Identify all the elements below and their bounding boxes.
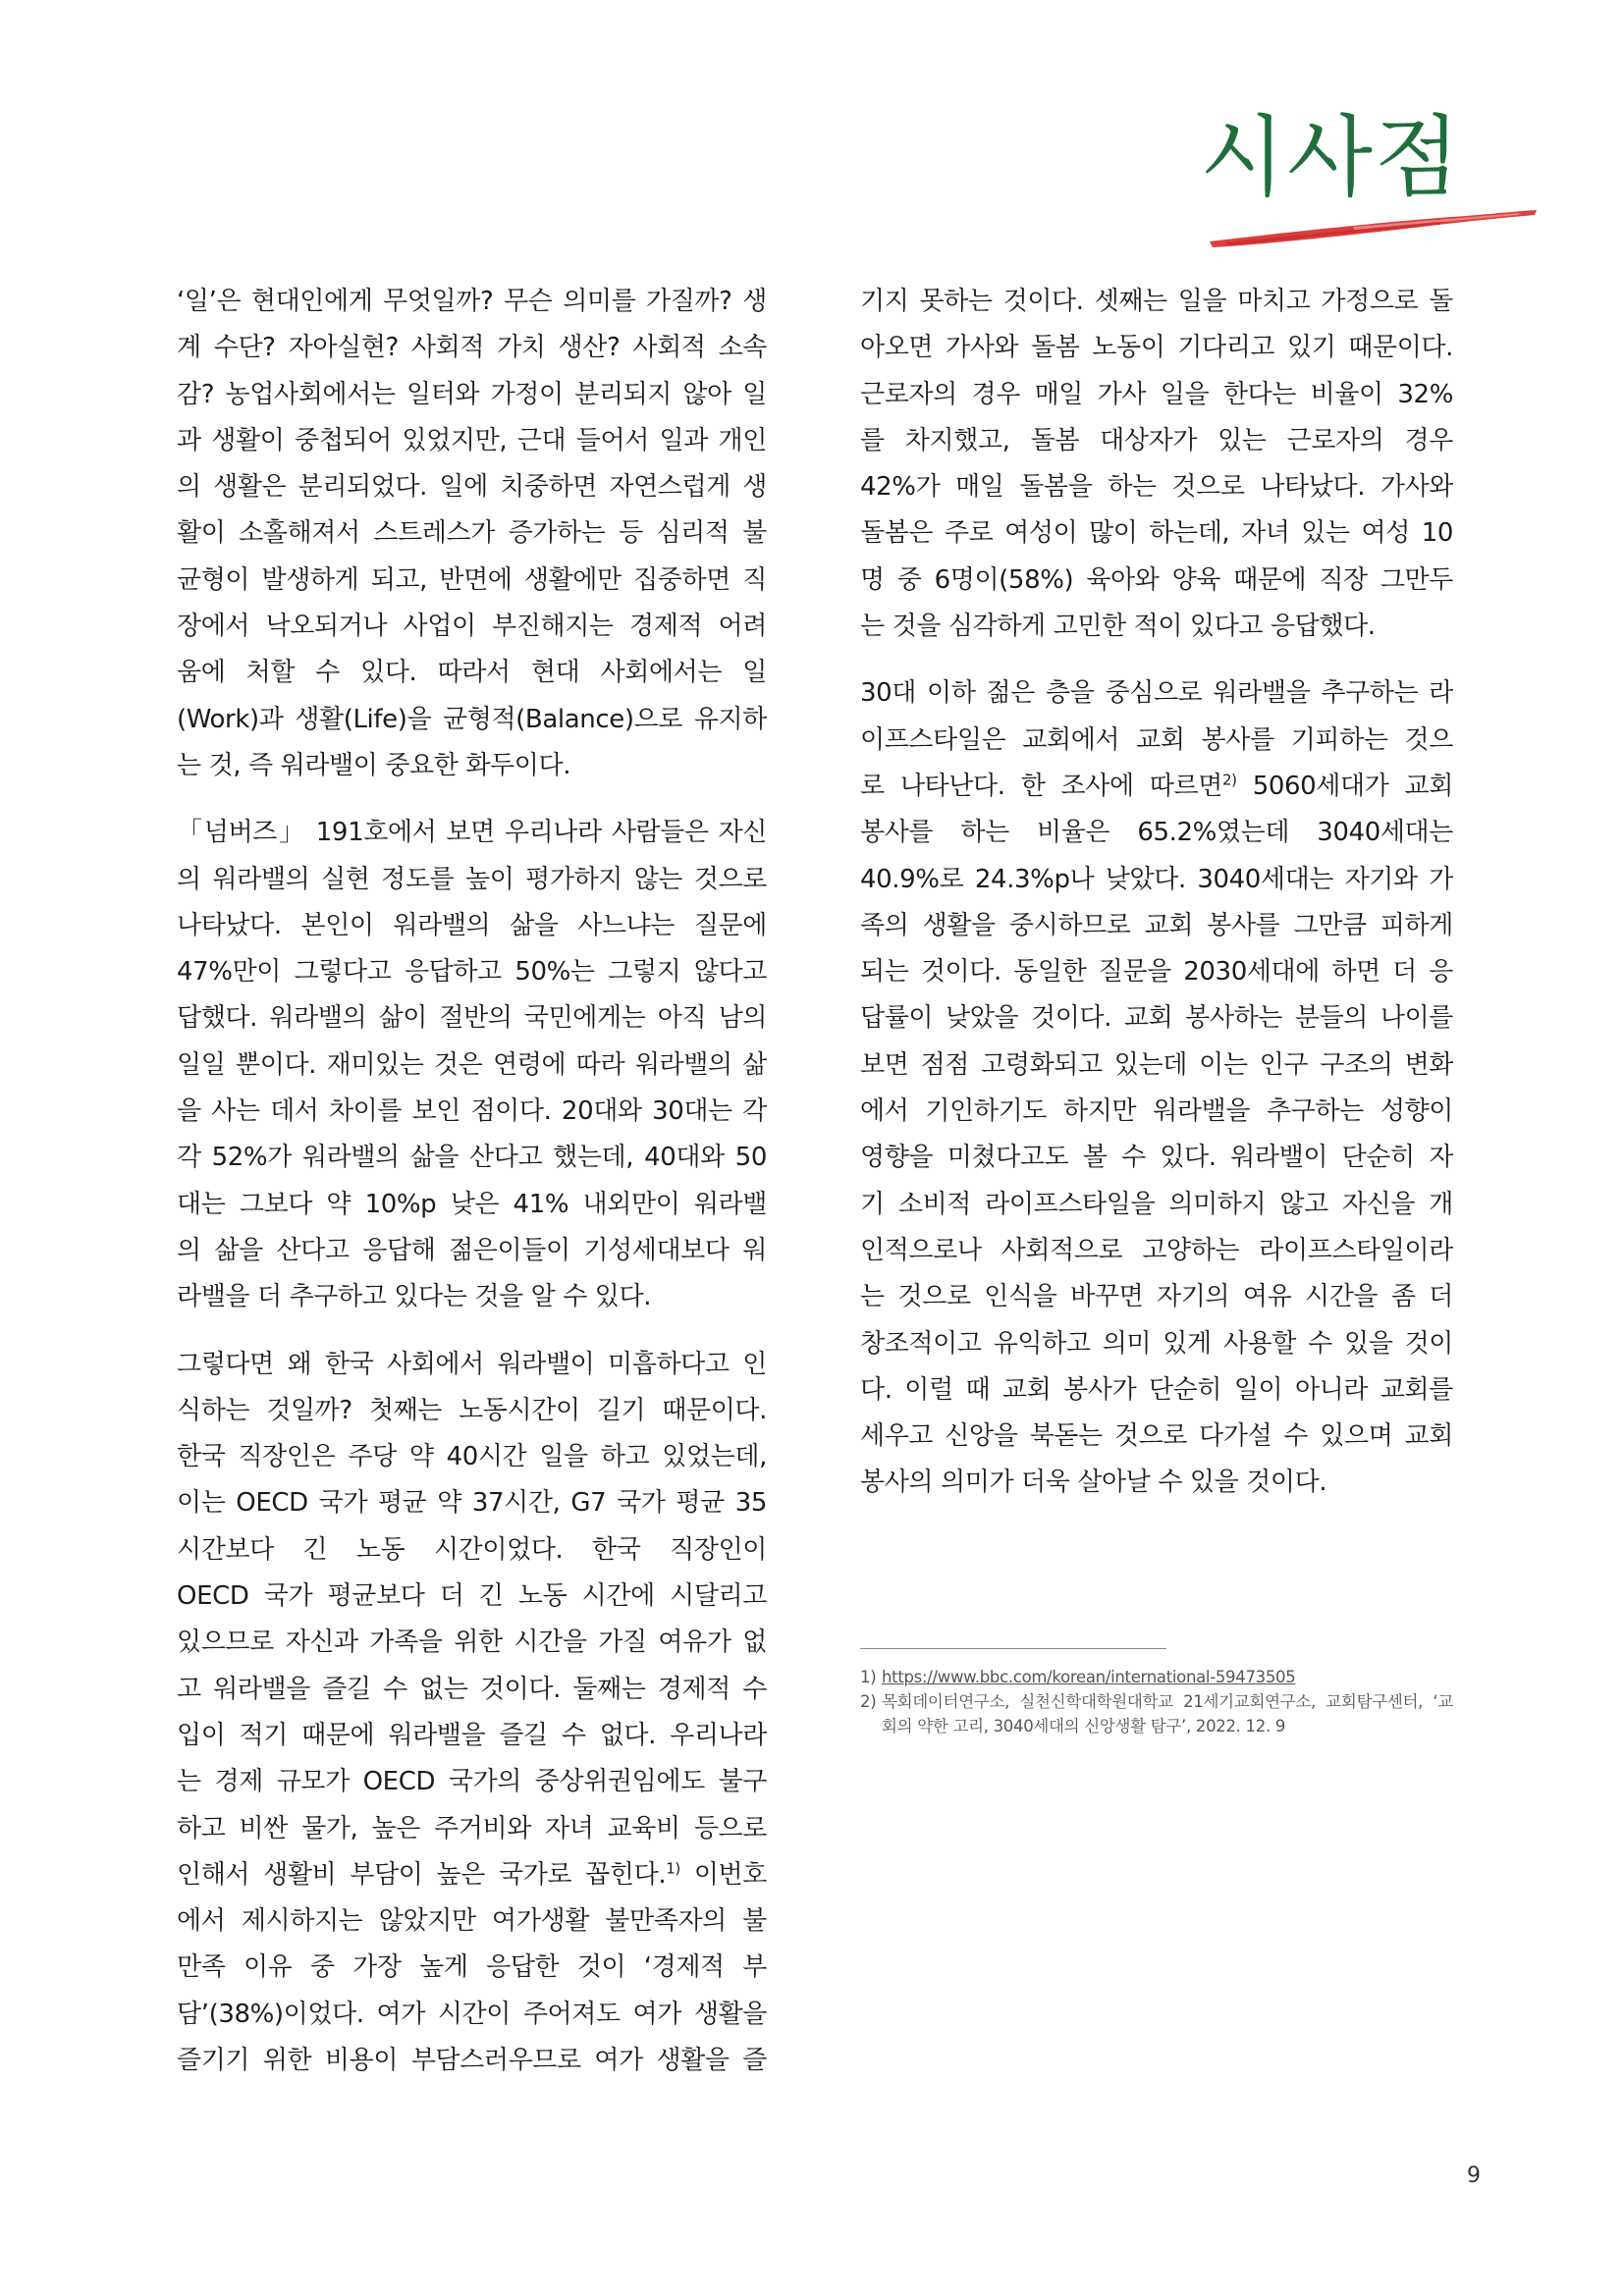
body-line: 근로자의 경우 매일 가사 일을 한다는 비율이 32% bbox=[860, 379, 1453, 409]
footnotes bbox=[860, 1665, 1453, 1738]
body-line: 라밸을 더 추구하고 있다는 것을 알 수 있다. bbox=[177, 1282, 652, 1312]
body-line: 감? 농업사회에서는 일터와 가정이 분리되지 않아 일 bbox=[177, 379, 767, 409]
body-line: 는 것으로 인식을 바꾸면 자기의 여유 시간을 좀 더 bbox=[860, 1282, 1453, 1312]
body-line: 돌봄은 주로 여성이 많이 하는데, 자녀 있는 여성 10 bbox=[860, 518, 1453, 549]
footnote-link[interactable]: https://www.bbc.com/korean/international-59473505 bbox=[882, 1668, 1296, 1686]
body-line: 과 생활이 중첩되어 있었지만, 근대 들어서 일과 개인 bbox=[177, 425, 767, 455]
footnote-marker: 2) bbox=[860, 1692, 877, 1711]
body-line: 담’(38%)이었다. 여가 시간이 주어져도 여가 생활을 bbox=[177, 1999, 767, 2029]
body-line: 있으므로 자신과 가족을 위한 시간을 가질 여유가 없 bbox=[177, 1628, 767, 1658]
body-line: 입이 적기 때문에 워라밸을 즐길 수 없다. 우리나라 bbox=[177, 1720, 767, 1750]
body-line: 이는 OECD 국가 평균 약 37시간, G7 국가 평균 35 bbox=[177, 1488, 767, 1519]
body-line: 움에 처할 수 있다. 따라서 현대 사회에서는 일 bbox=[177, 658, 767, 688]
body-line: 기 소비적 라이프스타일을 의미하지 않고 자신을 개 bbox=[860, 1189, 1453, 1219]
body-text: 로 나타난다. 한 조사에 따르면 bbox=[860, 771, 1222, 801]
body-text: 이번호 bbox=[679, 1859, 767, 1890]
body-line: 봉사의 의미가 더욱 살아날 수 있을 것이다. bbox=[860, 1468, 1327, 1498]
body-line: 기지 못하는 것이다. 셋째는 일을 마치고 가정으로 돌 bbox=[860, 287, 1453, 316]
footnote-1 bbox=[860, 1665, 1453, 1689]
body-paragraph bbox=[177, 810, 767, 1320]
footnote-2 bbox=[860, 1689, 1453, 1714]
body-line: 40.9%로 24.3%p나 낮았다. 3040세대는 자기와 가 bbox=[860, 864, 1453, 894]
body-line: 그렇다면 왜 한국 사회에서 워라밸이 미흡하다고 인 bbox=[177, 1349, 767, 1379]
footnote-text: 목회데이터연구소, 실천신학대학원대학교 21세기교회연구소, 교회탐구센터, ‘교 bbox=[882, 1692, 1453, 1711]
body-line: (Work)과 생활(Life)을 균형적(Balance)으로 유지하 bbox=[177, 704, 767, 734]
body-line: 균형이 발생하게 되고, 반면에 생활에만 집중하면 직 bbox=[177, 564, 767, 595]
body-line: 각 52%가 워라밸의 삶을 산다고 했는데, 40대와 50 bbox=[177, 1143, 767, 1173]
body-line bbox=[177, 1852, 767, 1898]
left-column bbox=[177, 279, 767, 2084]
body-line: 다. 이럴 때 교회 봉사가 단순히 일이 아니라 교회를 bbox=[860, 1374, 1453, 1405]
body-line: 인적으로나 사회적으로 고양하는 라이프스타일이라 bbox=[860, 1235, 1453, 1265]
right-column bbox=[860, 279, 1453, 1507]
body-paragraph bbox=[860, 670, 1453, 1506]
body-line: 봉사를 하는 비율은 65.2%였는데 3040세대는 bbox=[860, 818, 1453, 848]
body-line: OECD 국가 평균보다 더 긴 노동 시간에 시달리고 bbox=[177, 1581, 767, 1612]
body-line: 하고 비싼 물가, 높은 주거비와 자녀 교육비 등으로 bbox=[177, 1813, 767, 1843]
body-paragraph bbox=[177, 279, 767, 789]
body-line: ‘일’은 현대인에게 무엇일까? 무슨 의미를 가질까? 생 bbox=[177, 287, 767, 316]
title-brush-stroke bbox=[1206, 203, 1540, 252]
body-paragraph bbox=[177, 1342, 767, 2085]
footnote-marker: 1) bbox=[860, 1668, 877, 1686]
body-line: 일일 뿐이다. 재미있는 것은 연령에 따라 워라밸의 삶 bbox=[177, 1049, 767, 1080]
body-line: 세우고 신앙을 북돋는 것으로 다가설 수 있으며 교회 bbox=[860, 1421, 1453, 1452]
body-line: 의 삶을 산다고 응답해 젊은이들이 기성세대보다 워 bbox=[177, 1235, 767, 1265]
body-line: 의 워라밸의 실현 정도를 높이 평가하지 않는 것으로 bbox=[177, 864, 767, 894]
body-line: 는 경제 규모가 OECD 국가의 중상위권임에도 불구 bbox=[177, 1767, 767, 1797]
body-line: 나타났다. 본인이 워라밸의 삶을 사느냐는 질문에 bbox=[177, 910, 767, 940]
page-number: 9 bbox=[1467, 2163, 1481, 2188]
page-title: 시사점 bbox=[1200, 106, 1462, 209]
body-line: 시간보다 긴 노동 시간이었다. 한국 직장인이 bbox=[177, 1534, 767, 1565]
footnote-reference: 1) bbox=[666, 1859, 680, 1878]
body-line: 30대 이하 젊은 층을 중심으로 워라밸을 추구하는 라 bbox=[860, 678, 1453, 709]
body-line: 이프스타일은 교회에서 교회 봉사를 기피하는 것으 bbox=[860, 724, 1453, 755]
body-line: 「넘버즈」 191호에서 보면 우리나라 사람들은 자신 bbox=[177, 818, 767, 848]
body-text: 5060세대가 교회 bbox=[1236, 771, 1453, 801]
body-line: 보면 점점 고령화되고 있는데 이는 인구 구조의 변화 bbox=[860, 1049, 1453, 1080]
body-line: 식하는 것일까? 첫째는 노동시간이 길기 때문이다. bbox=[177, 1395, 767, 1425]
body-line: 한국 직장인은 주당 약 40시간 일을 하고 있었는데, bbox=[177, 1442, 767, 1472]
body-line: 족의 생활을 중시하므로 교회 봉사를 그만큼 피하게 bbox=[860, 910, 1453, 940]
body-line: 되는 것이다. 동일한 질문을 2030세대에 하면 더 응 bbox=[860, 957, 1453, 988]
footnote-2-continued bbox=[860, 1714, 1453, 1738]
body-line: 에서 기인하기도 하지만 워라밸을 추구하는 성향이 bbox=[860, 1096, 1453, 1127]
body-line: 답했다. 워라밸의 삶이 절반의 국민에게는 아직 남의 bbox=[177, 1003, 767, 1034]
body-line: 명 중 6명이(58%) 육아와 양육 때문에 직장 그만두 bbox=[860, 564, 1453, 595]
body-line: 47%만이 그렇다고 응답하고 50%는 그렇지 않다고 bbox=[177, 957, 767, 988]
body-line: 대는 그보다 약 10%p 낮은 41% 내외만이 워라밸 bbox=[177, 1189, 767, 1219]
body-line: 만족 이유 중 가장 높게 응답한 것이 ‘경제적 부 bbox=[177, 1952, 767, 1983]
body-line: 영향을 미쳤다고도 볼 수 있다. 워라밸이 단순히 자 bbox=[860, 1143, 1453, 1173]
body-line: 창조적이고 유익하고 의미 있게 사용할 수 있을 것이 bbox=[860, 1328, 1453, 1359]
body-line: 를 차지했고, 돌봄 대상자가 있는 근로자의 경우 bbox=[860, 425, 1453, 455]
body-line: 을 사는 데서 차이를 보인 점이다. 20대와 30대는 각 bbox=[177, 1096, 767, 1127]
body-line: 답률이 낮았을 것이다. 교회 봉사하는 분들의 나이를 bbox=[860, 1003, 1453, 1034]
body-line: 장에서 낙오되거나 사업이 부진해지는 경제적 어려 bbox=[177, 612, 767, 642]
body-line: 는 것, 즉 워라밸이 중요한 화두이다. bbox=[177, 750, 571, 780]
body-line: 즐기기 위한 비용이 부담스러우므로 여가 생활을 즐 bbox=[177, 2045, 767, 2075]
body-line: 고 워라밸을 즐길 수 없는 것이다. 둘째는 경제적 수 bbox=[177, 1674, 767, 1704]
body-paragraph bbox=[860, 279, 1453, 650]
body-line: 활이 소홀해져서 스트레스가 증가하는 등 심리적 불 bbox=[177, 518, 767, 549]
footnote-text: 회의 약한 고리, 3040세대의 신앙생활 탐구’, 2022. 12. 9 bbox=[882, 1717, 1286, 1735]
body-line: 의 생활은 분리되었다. 일에 치중하면 자연스럽게 생 bbox=[177, 472, 767, 503]
body-line: 에서 제시하지는 않았지만 여가생활 불만족자의 불 bbox=[177, 1906, 767, 1937]
body-line: 42%가 매일 돌봄을 하는 것으로 나타났다. 가사와 bbox=[860, 472, 1453, 503]
body-text: 인해서 생활비 부담이 높은 국가로 꼽힌다. bbox=[177, 1859, 667, 1890]
body-line: 는 것을 심각하게 고민한 적이 있다고 응답했다. bbox=[860, 612, 1376, 642]
body-line: 아오면 가사와 돌봄 노동이 기다리고 있기 때문이다. bbox=[860, 333, 1453, 363]
body-line: 계 수단? 자아실현? 사회적 가치 생산? 사회적 소속 bbox=[177, 333, 767, 363]
footnote-reference: 2) bbox=[1221, 771, 1237, 789]
footnote-separator bbox=[860, 1648, 1166, 1649]
body-line bbox=[860, 764, 1453, 810]
